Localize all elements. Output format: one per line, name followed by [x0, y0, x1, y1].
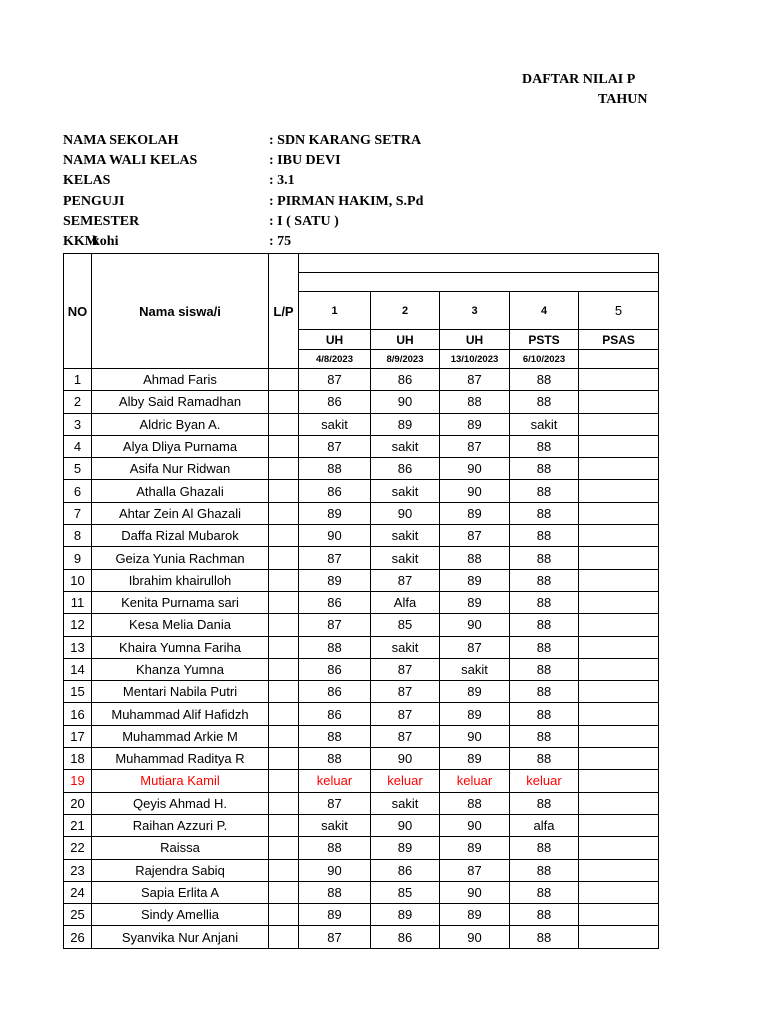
col-header-no: NO: [64, 254, 92, 369]
score-cell: 90: [371, 814, 440, 836]
score-cell: 86: [299, 681, 371, 703]
score-cell: 88: [440, 391, 510, 413]
score-cell: 87: [440, 435, 510, 457]
score-cell: [579, 525, 659, 547]
score-cell: keluar: [510, 770, 579, 792]
score-cell: [579, 703, 659, 725]
score-cell: 88: [299, 748, 371, 770]
score-cell: 88: [510, 681, 579, 703]
score-cell: [579, 904, 659, 926]
score-cell: 88: [510, 658, 579, 680]
info-row-homeroom-teacher: [63, 152, 623, 170]
header-row-top: [64, 254, 659, 273]
student-no: 12: [64, 614, 92, 636]
col-header-gender: L/P: [269, 254, 299, 369]
assessment-type: PSAS: [579, 330, 659, 350]
score-cell: 88: [299, 636, 371, 658]
assessment-date: 8/9/2023: [371, 350, 440, 369]
student-row: [64, 703, 659, 725]
score-cell: 87: [299, 547, 371, 569]
student-gender: [269, 725, 299, 747]
score-cell: 88: [510, 458, 579, 480]
student-row: [64, 525, 659, 547]
score-cell: 86: [299, 703, 371, 725]
student-gender: [269, 502, 299, 524]
student-name: Geiza Yunia Rachman: [92, 547, 269, 569]
student-row: [64, 458, 659, 480]
score-cell: 88: [510, 614, 579, 636]
score-cell: 88: [299, 881, 371, 903]
score-cell: 89: [371, 837, 440, 859]
student-gender: [269, 391, 299, 413]
score-cell: 90: [371, 748, 440, 770]
student-name: Ibrahim khairulloh: [92, 569, 269, 591]
student-row: [64, 569, 659, 591]
score-cell: [579, 480, 659, 502]
student-name: Syanvika Nur Anjani: [92, 926, 269, 948]
score-cell: alfa: [510, 814, 579, 836]
student-gender: [269, 413, 299, 435]
assessment-number: 5: [579, 292, 659, 330]
student-row: [64, 614, 659, 636]
student-no: 24: [64, 881, 92, 903]
student-row: [64, 502, 659, 524]
document-title-year: TAHUN: [598, 92, 648, 107]
score-cell: sakit: [371, 480, 440, 502]
score-cell: 86: [371, 859, 440, 881]
score-cell: 88: [510, 881, 579, 903]
score-cell: 88: [510, 859, 579, 881]
student-name: Daffa Rizal Mubarok: [92, 525, 269, 547]
assessment-type: UH: [440, 330, 510, 350]
student-row: [64, 413, 659, 435]
student-name: Ahmad Faris: [92, 369, 269, 391]
student-name: Khaira Yumna Fariha: [92, 636, 269, 658]
score-cell: [579, 770, 659, 792]
student-name: Asifa Nur Ridwan: [92, 458, 269, 480]
student-no: 3: [64, 413, 92, 435]
score-cell: 87: [299, 435, 371, 457]
score-cell: 87: [299, 792, 371, 814]
student-gender: [269, 881, 299, 903]
score-cell: [579, 859, 659, 881]
student-gender: [269, 681, 299, 703]
student-gender: [269, 591, 299, 613]
score-cell: [579, 614, 659, 636]
student-name: Mentari Nabila Putri: [92, 681, 269, 703]
score-cell: [579, 413, 659, 435]
student-name: Alby Said Ramadhan: [92, 391, 269, 413]
document-title: DAFTAR NILAI P: [522, 72, 636, 87]
score-cell: 88: [510, 703, 579, 725]
info-label: PENGUJI: [63, 194, 125, 209]
score-cell: sakit: [371, 636, 440, 658]
score-cell: [579, 591, 659, 613]
score-cell: [579, 814, 659, 836]
score-cell: [579, 681, 659, 703]
score-cell: 88: [510, 525, 579, 547]
student-row: [64, 770, 659, 792]
student-name: Sapia Erlita A: [92, 881, 269, 903]
student-name: Sindy Amellia: [92, 904, 269, 926]
score-cell: [579, 725, 659, 747]
student-no: 14: [64, 658, 92, 680]
student-name: Aldric Byan A.: [92, 413, 269, 435]
student-no: 21: [64, 814, 92, 836]
score-cell: sakit: [510, 413, 579, 435]
kkm-label: KKM: [63, 234, 98, 249]
student-name: Raissa: [92, 837, 269, 859]
info-value: : 3.1: [269, 173, 295, 188]
student-name: Qeyis Ahmad H.: [92, 792, 269, 814]
score-cell: 90: [440, 458, 510, 480]
info-value: : PIRMAN HAKIM, S.Pd: [269, 194, 424, 209]
student-gender: [269, 814, 299, 836]
student-gender: [269, 792, 299, 814]
score-cell: 89: [440, 904, 510, 926]
score-cell: 88: [299, 837, 371, 859]
score-cell: sakit: [371, 792, 440, 814]
score-cell: 85: [371, 881, 440, 903]
score-cell: 87: [440, 525, 510, 547]
score-cell: [579, 636, 659, 658]
score-cell: 87: [299, 369, 371, 391]
student-no: 6: [64, 480, 92, 502]
student-gender: [269, 703, 299, 725]
student-gender: [269, 859, 299, 881]
student-row: [64, 591, 659, 613]
assessment-date: [579, 350, 659, 369]
student-no: 15: [64, 681, 92, 703]
student-gender: [269, 614, 299, 636]
header-blank-cell: [299, 273, 659, 292]
score-cell: 88: [510, 904, 579, 926]
student-gender: [269, 369, 299, 391]
score-cell: keluar: [299, 770, 371, 792]
student-no: 11: [64, 591, 92, 613]
student-no: 13: [64, 636, 92, 658]
score-cell: 88: [510, 369, 579, 391]
score-cell: 88: [510, 748, 579, 770]
score-cell: 88: [510, 435, 579, 457]
student-no: 26: [64, 926, 92, 948]
assessment-type: UH: [299, 330, 371, 350]
score-cell: [579, 926, 659, 948]
student-row: [64, 369, 659, 391]
score-cell: 88: [510, 792, 579, 814]
score-cell: 89: [299, 904, 371, 926]
score-cell: 89: [371, 904, 440, 926]
info-label: NAMA WALI KELAS: [63, 153, 198, 168]
score-cell: 86: [371, 458, 440, 480]
student-name: Khanza Yumna: [92, 658, 269, 680]
student-row: [64, 881, 659, 903]
assessment-number: 1: [299, 292, 371, 330]
student-name: Muhammad Raditya R: [92, 748, 269, 770]
score-cell: 88: [510, 837, 579, 859]
assessment-type: UH: [371, 330, 440, 350]
score-cell: 88: [510, 636, 579, 658]
student-row: [64, 547, 659, 569]
score-cell: 89: [440, 569, 510, 591]
student-no: 9: [64, 547, 92, 569]
student-row: [64, 391, 659, 413]
student-row: [64, 926, 659, 948]
student-gender: [269, 569, 299, 591]
kkm-note: kohi: [92, 234, 119, 249]
student-gender: [269, 837, 299, 859]
score-cell: keluar: [371, 770, 440, 792]
score-cell: [579, 369, 659, 391]
assessment-date: 6/10/2023: [510, 350, 579, 369]
score-cell: 88: [440, 792, 510, 814]
student-name: Alya Dliya Purnama: [92, 435, 269, 457]
score-cell: [579, 502, 659, 524]
score-cell: 87: [299, 614, 371, 636]
student-no: 17: [64, 725, 92, 747]
score-cell: 89: [440, 413, 510, 435]
student-no: 7: [64, 502, 92, 524]
score-cell: 86: [299, 391, 371, 413]
student-row: [64, 904, 659, 926]
score-cell: 90: [371, 502, 440, 524]
student-name: Rajendra Sabiq: [92, 859, 269, 881]
student-gender: [269, 904, 299, 926]
score-cell: 87: [371, 703, 440, 725]
student-gender: [269, 926, 299, 948]
col-header-name: Nama siswa/i: [92, 254, 269, 369]
assessment-date: 13/10/2023: [440, 350, 510, 369]
info-label: KELAS: [63, 173, 111, 188]
info-value: : I ( SATU ): [269, 214, 339, 229]
score-cell: 88: [299, 725, 371, 747]
student-no: 25: [64, 904, 92, 926]
score-cell: 90: [440, 614, 510, 636]
score-cell: 88: [510, 391, 579, 413]
student-no: 8: [64, 525, 92, 547]
score-cell: 87: [371, 681, 440, 703]
score-cell: 87: [440, 369, 510, 391]
student-no: 19: [64, 770, 92, 792]
student-name: Kesa Melia Dania: [92, 614, 269, 636]
student-no: 16: [64, 703, 92, 725]
score-cell: [579, 391, 659, 413]
score-cell: 90: [440, 926, 510, 948]
score-cell: 86: [299, 480, 371, 502]
student-no: 4: [64, 435, 92, 457]
student-row: [64, 681, 659, 703]
student-no: 10: [64, 569, 92, 591]
student-row: [64, 658, 659, 680]
score-cell: 88: [510, 547, 579, 569]
score-cell: 86: [299, 658, 371, 680]
student-no: 1: [64, 369, 92, 391]
student-name: Athalla Ghazali: [92, 480, 269, 502]
score-cell: Alfa: [371, 591, 440, 613]
score-cell: 89: [440, 703, 510, 725]
score-cell: 89: [440, 681, 510, 703]
info-row-class: [63, 172, 623, 190]
student-no: 23: [64, 859, 92, 881]
score-cell: 90: [371, 391, 440, 413]
score-cell: sakit: [440, 658, 510, 680]
student-no: 18: [64, 748, 92, 770]
kkm-value: : 75: [269, 234, 292, 249]
score-cell: keluar: [440, 770, 510, 792]
student-name: Raihan Azzuri P.: [92, 814, 269, 836]
student-no: 5: [64, 458, 92, 480]
score-cell: [579, 547, 659, 569]
grade-table: [63, 253, 659, 949]
score-cell: [579, 837, 659, 859]
student-row: [64, 480, 659, 502]
score-cell: 88: [510, 502, 579, 524]
student-gender: [269, 770, 299, 792]
info-label: SEMESTER: [63, 214, 140, 229]
score-cell: 88: [510, 725, 579, 747]
score-cell: 89: [440, 502, 510, 524]
student-gender: [269, 480, 299, 502]
score-cell: 88: [299, 458, 371, 480]
score-cell: 89: [299, 569, 371, 591]
score-cell: sakit: [299, 413, 371, 435]
student-row: [64, 859, 659, 881]
student-no: 20: [64, 792, 92, 814]
student-name: Mutiara Kamil: [92, 770, 269, 792]
score-cell: [579, 435, 659, 457]
info-row-school: [63, 132, 623, 150]
info-row-semester: [63, 213, 623, 231]
info-value: : SDN KARANG SETRA: [269, 133, 422, 148]
student-name: Kenita Purnama sari: [92, 591, 269, 613]
info-label: NAMA SEKOLAH: [63, 133, 179, 148]
student-row: [64, 435, 659, 457]
assessment-number: 3: [440, 292, 510, 330]
student-name: Muhammad Alif Hafidzh: [92, 703, 269, 725]
score-cell: 86: [371, 926, 440, 948]
score-cell: 90: [440, 881, 510, 903]
score-cell: 90: [440, 725, 510, 747]
score-cell: 86: [299, 591, 371, 613]
score-cell: [579, 792, 659, 814]
student-rows: [64, 369, 659, 949]
info-row-examiner: [63, 193, 623, 211]
score-cell: sakit: [299, 814, 371, 836]
score-cell: sakit: [371, 547, 440, 569]
score-cell: 90: [299, 525, 371, 547]
student-no: 2: [64, 391, 92, 413]
score-cell: 89: [371, 413, 440, 435]
score-cell: sakit: [371, 525, 440, 547]
student-gender: [269, 435, 299, 457]
score-cell: 88: [440, 547, 510, 569]
info-value: : IBU DEVI: [269, 153, 341, 168]
assessment-number: 2: [371, 292, 440, 330]
score-cell: 90: [299, 859, 371, 881]
assessment-date: 4/8/2023: [299, 350, 371, 369]
student-gender: [269, 658, 299, 680]
score-cell: [579, 458, 659, 480]
student-row: [64, 636, 659, 658]
student-gender: [269, 547, 299, 569]
assessment-number: 4: [510, 292, 579, 330]
header-blank-cell: [299, 254, 659, 273]
score-cell: sakit: [371, 435, 440, 457]
student-row: [64, 725, 659, 747]
score-cell: 88: [510, 591, 579, 613]
score-cell: [579, 569, 659, 591]
score-cell: 88: [510, 569, 579, 591]
score-cell: 90: [440, 480, 510, 502]
info-row-kkm: [63, 233, 623, 251]
score-cell: 89: [440, 837, 510, 859]
score-cell: 87: [440, 859, 510, 881]
score-cell: 89: [440, 591, 510, 613]
score-cell: 85: [371, 614, 440, 636]
assessment-type: PSTS: [510, 330, 579, 350]
student-gender: [269, 748, 299, 770]
student-row: [64, 792, 659, 814]
score-cell: 89: [440, 748, 510, 770]
student-gender: [269, 525, 299, 547]
score-cell: 87: [371, 658, 440, 680]
score-cell: [579, 658, 659, 680]
student-row: [64, 748, 659, 770]
score-cell: [579, 881, 659, 903]
score-cell: 88: [510, 480, 579, 502]
score-cell: 86: [371, 369, 440, 391]
score-cell: 88: [510, 926, 579, 948]
student-name: Muhammad Arkie M: [92, 725, 269, 747]
score-cell: 90: [440, 814, 510, 836]
student-gender: [269, 636, 299, 658]
score-cell: 87: [440, 636, 510, 658]
score-cell: [579, 748, 659, 770]
score-cell: 87: [299, 926, 371, 948]
student-no: 22: [64, 837, 92, 859]
score-cell: 87: [371, 569, 440, 591]
score-cell: 87: [371, 725, 440, 747]
student-name: Ahtar Zein Al Ghazali: [92, 502, 269, 524]
student-gender: [269, 458, 299, 480]
student-row: [64, 837, 659, 859]
score-cell: 89: [299, 502, 371, 524]
student-row: [64, 814, 659, 836]
